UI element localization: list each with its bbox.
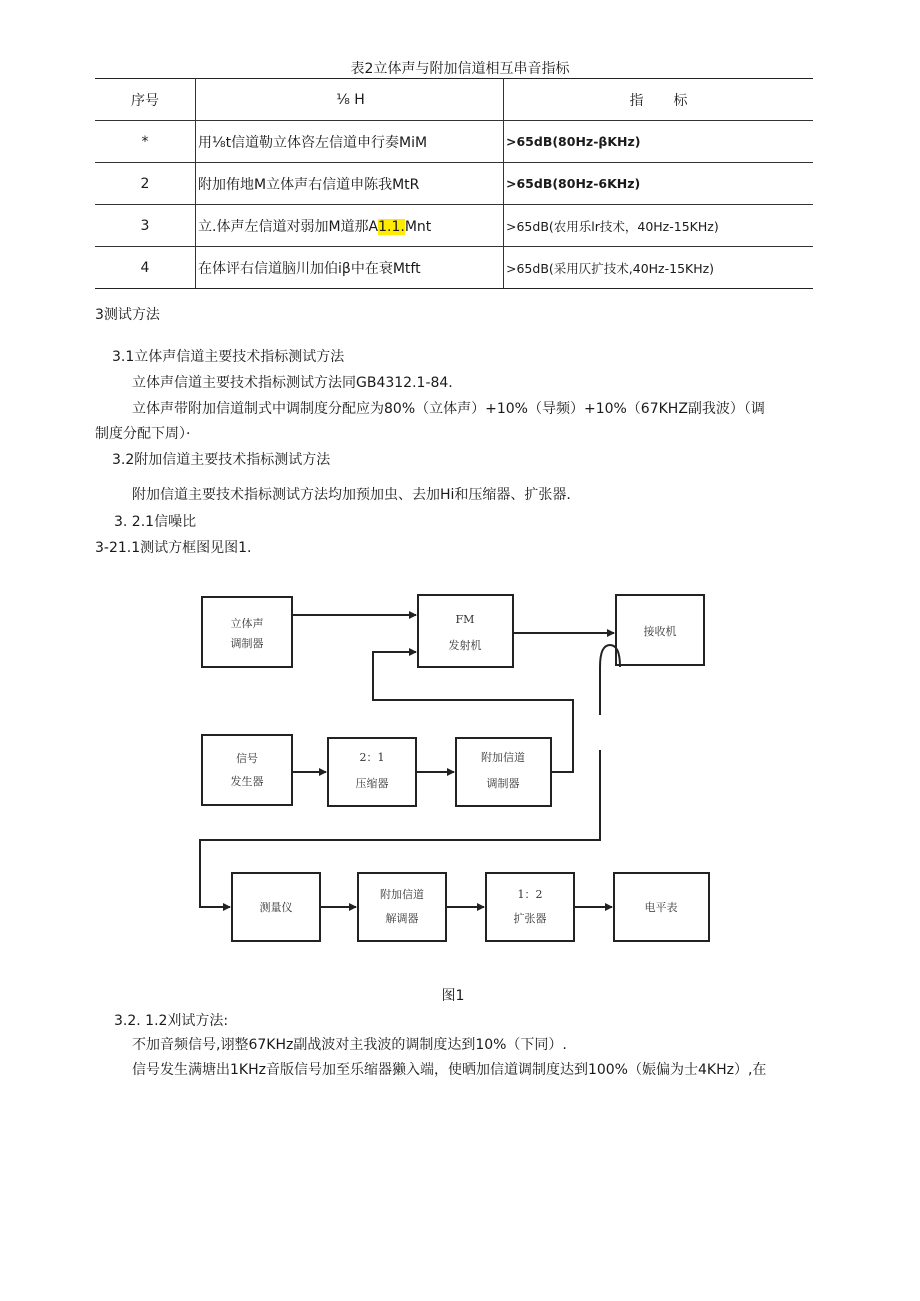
- table-row: [95, 163, 813, 205]
- section-heading: 3.1立体声信道主要技术指标测试方法: [112, 349, 345, 365]
- row-no: 3: [95, 205, 196, 247]
- row-spec: >65dB(80Hz-6KHz): [504, 163, 814, 205]
- section-heading: 3测试方法: [95, 307, 160, 323]
- block-label: 附加信道: [481, 751, 525, 764]
- block-label: 解调器: [385, 912, 419, 925]
- header-item: ⅛ H: [196, 79, 504, 121]
- block-label: 电平表: [644, 901, 678, 914]
- block-label: FM: [455, 613, 475, 626]
- block-label: 2：1: [359, 751, 385, 764]
- row-item-text: 立.体声左信道对弱加M道那A: [198, 218, 379, 235]
- section-heading: 3.2附加信道主要技术指标测试方法: [112, 452, 331, 468]
- row-item: [196, 205, 504, 247]
- paragraph: 不加音频信号,诩整67KHz副战波对主我波的调制度达到10%（下同）.: [132, 1037, 567, 1053]
- table-row: [95, 121, 813, 163]
- block-label: 调制器: [230, 637, 264, 650]
- block-label: 1：2: [517, 888, 543, 901]
- row-spec: >65dB(采用仄扩技术,40Hz-15KHz): [504, 247, 814, 289]
- row-no: *: [95, 121, 196, 163]
- paragraph: 制度分配下周）·: [95, 426, 191, 442]
- block-label: 发射机: [448, 639, 482, 652]
- row-item: 在体评右信道脑川加伯iβ中在衰Mtft: [196, 247, 504, 289]
- paragraph: 附加信道主要技术指标测试方法均加预加虫、去加Hi和压缩器、扩张器.: [132, 487, 571, 503]
- feedback-line: [373, 652, 573, 772]
- block-label: 压缩器: [355, 777, 389, 790]
- crosstalk-table: [95, 78, 813, 289]
- test-block-diagram: [180, 575, 740, 950]
- row-item: 附加侑地M立体声右信道申陈我MtR: [196, 163, 504, 205]
- paragraph: 立体声带附加信道制式中调制度分配应为80%（立体声）+10%（导频）+10%（67KHZ副我波）（调: [132, 401, 765, 417]
- section-heading: 3. 2.1信噪比: [114, 514, 197, 530]
- block-label: 附加信道: [380, 888, 424, 901]
- expander-box: [486, 873, 574, 941]
- row-item-text: Mnt: [404, 218, 432, 235]
- compressor-box: [328, 738, 416, 806]
- row-spec: >65dB(农用乐lr技术，40Hz-15KHz): [504, 205, 814, 247]
- row-no: 2: [95, 163, 196, 205]
- block-label: 调制器: [486, 777, 520, 790]
- figure-caption: 图1: [441, 988, 465, 1004]
- block-label: 接收机: [643, 625, 677, 638]
- paragraph: 立体声信道主要技术指标测试方法同GB4312.1-84.: [132, 375, 453, 391]
- row-no: 4: [95, 247, 196, 289]
- table-header-row: [95, 79, 813, 121]
- table-row: [95, 205, 813, 247]
- block-label: 测量仪: [259, 901, 293, 914]
- block-label: 信号: [236, 752, 258, 765]
- row-item: 用⅛t信道勒立体咨左信道申行奏MiM: [196, 121, 504, 163]
- block-label: 扩张器: [513, 912, 547, 925]
- block-label: 发生器: [230, 775, 264, 788]
- highlighted-text: 1.1.: [378, 218, 405, 235]
- section-heading: 3.2. 1.2刈试方法:: [114, 1013, 229, 1029]
- aux-demodulator-box: [358, 873, 446, 941]
- fm-transmitter-box: [418, 595, 513, 667]
- table-row: [95, 247, 813, 289]
- row-spec: >65dB(80Hz-βKHz): [504, 121, 814, 163]
- paragraph: 3-21.1测试方框图见图1.: [95, 540, 252, 556]
- paragraph: 信号发生满塘出1KHz音版信号加至乐缩器獭入端，使晒加信道调制度达到100%（娠偏为士4KHz）,在: [132, 1062, 767, 1078]
- signal-generator-box: [202, 735, 292, 805]
- aux-modulator-box: [456, 738, 551, 806]
- table-caption: 表2立体声与附加信道相互串音指标: [350, 61, 570, 77]
- stereo-modulator-box: [202, 597, 292, 667]
- header-no: 序号: [95, 79, 196, 121]
- block-label: 立体声: [230, 617, 264, 630]
- antenna-line: [600, 645, 620, 805]
- header-spec: 指标: [504, 79, 814, 121]
